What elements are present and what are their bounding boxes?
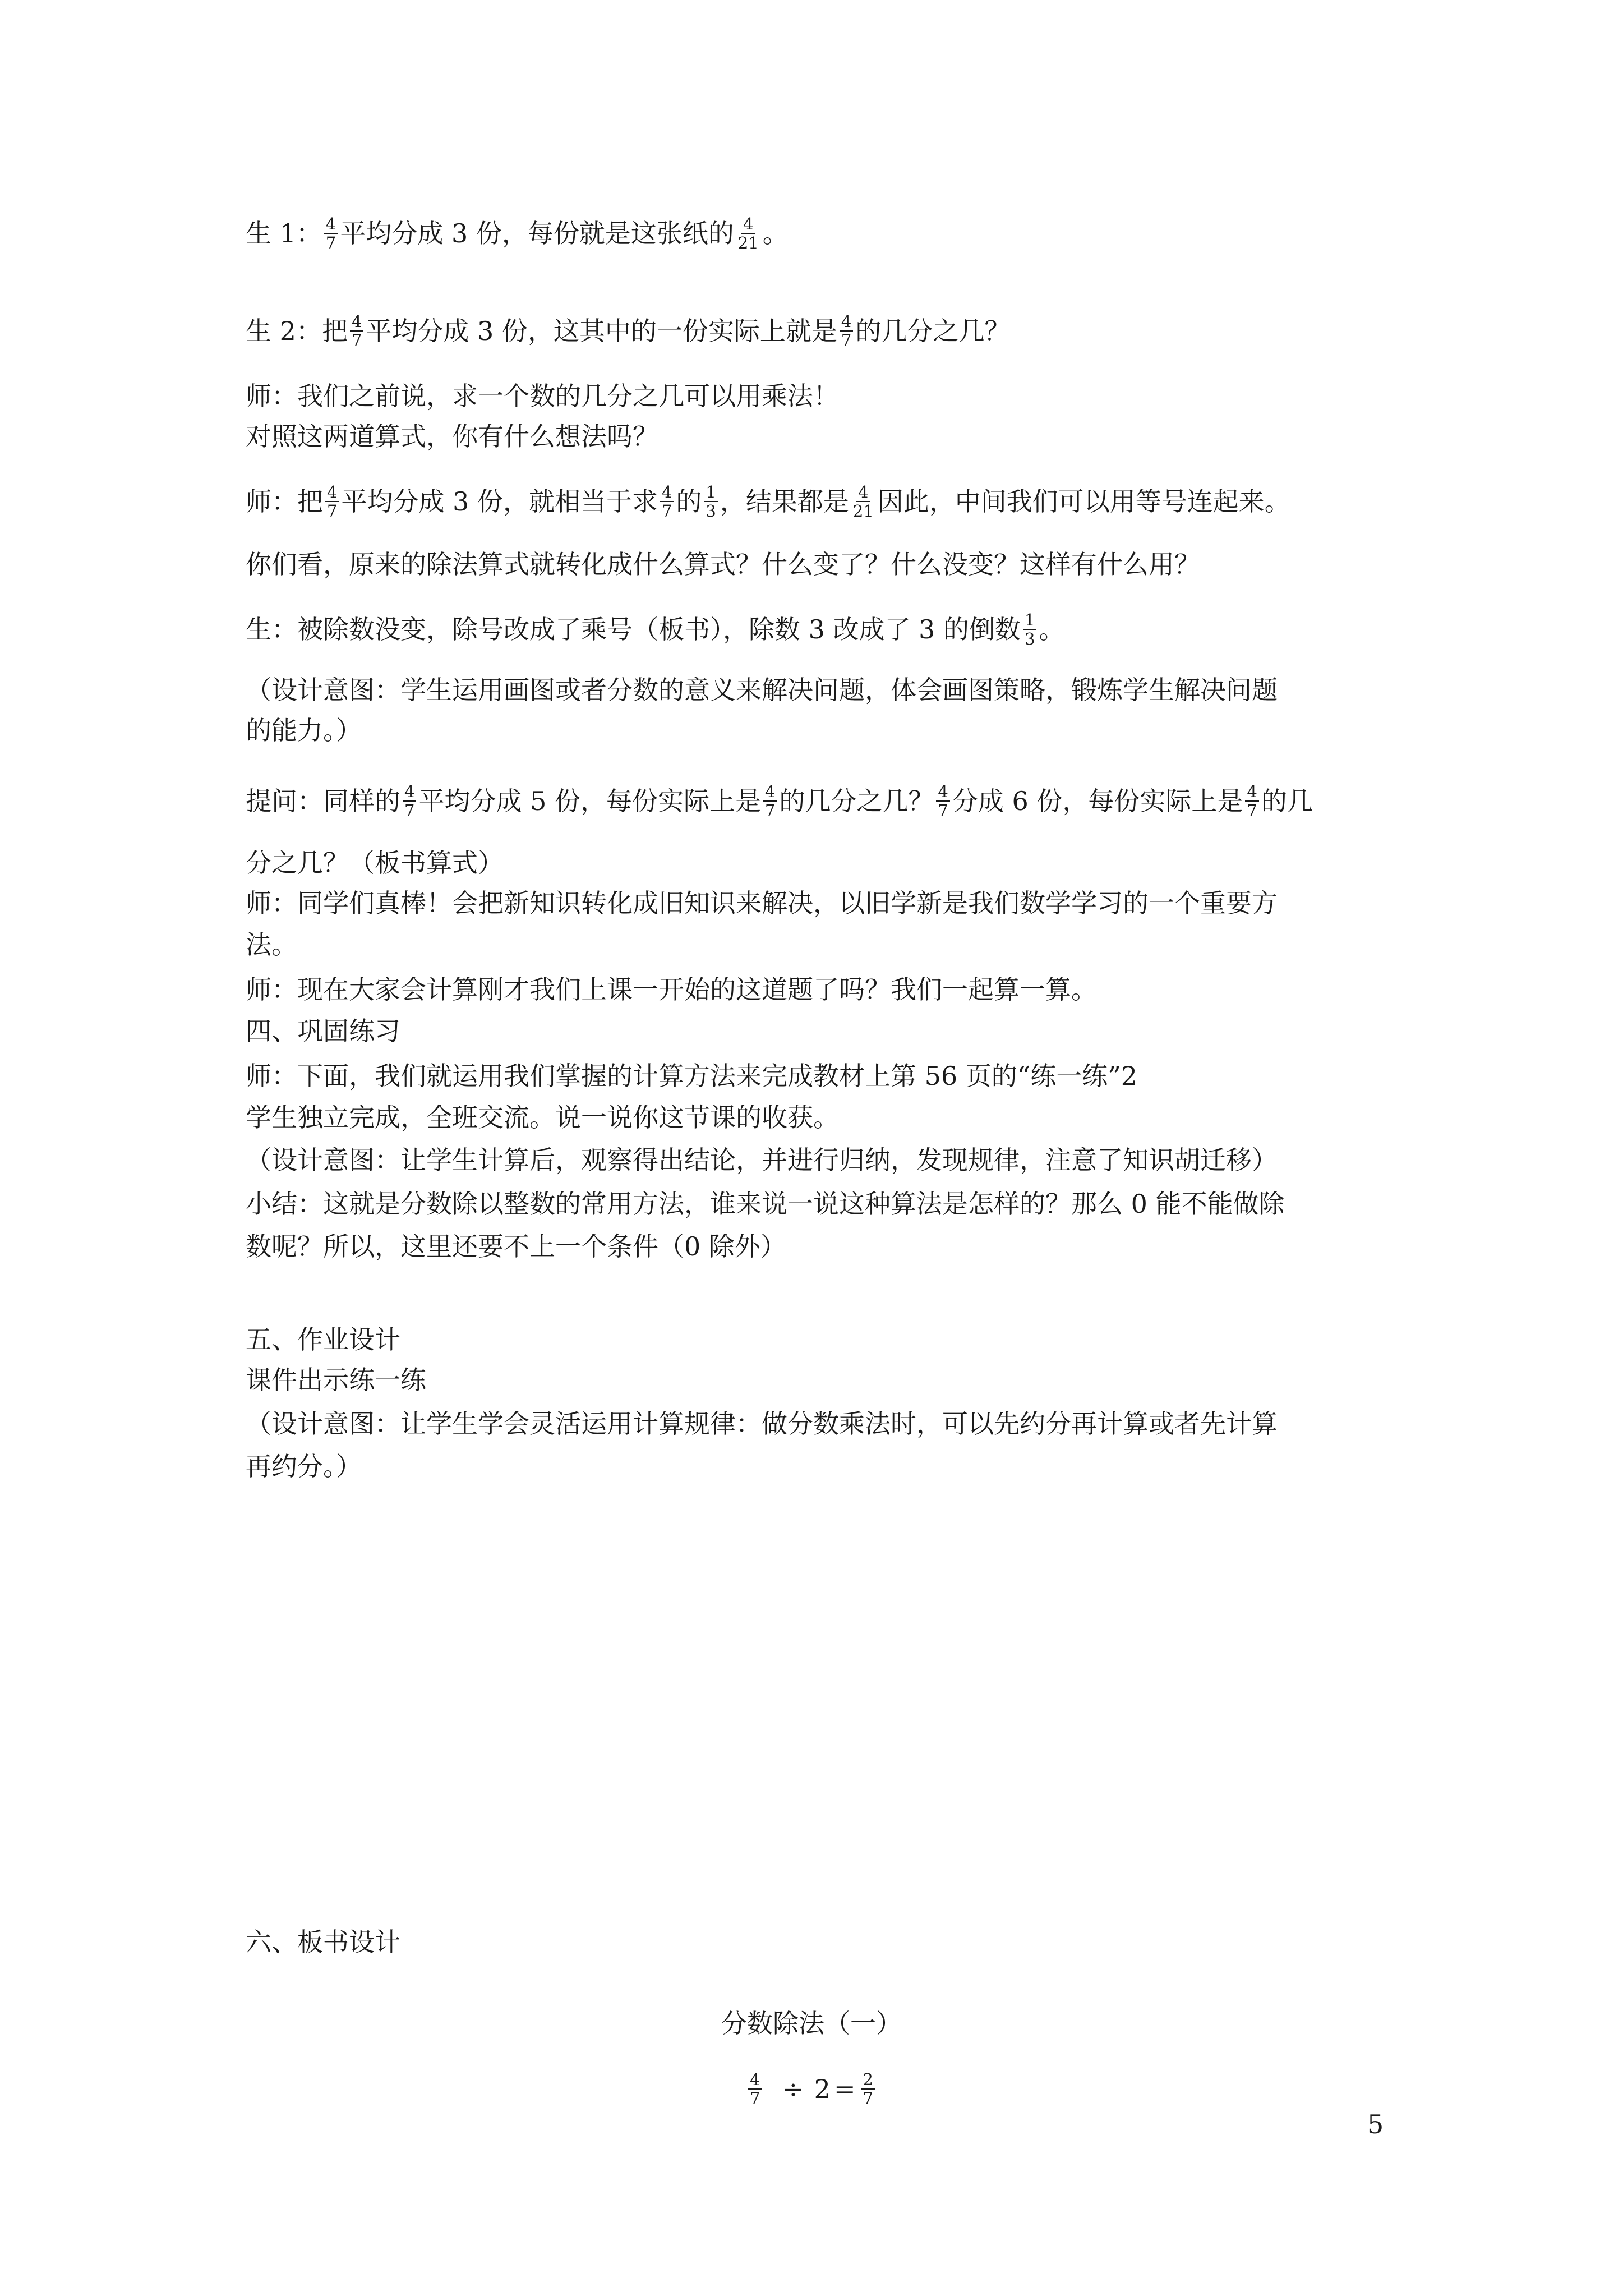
text: 的几分之几？ xyxy=(779,786,934,816)
student-2-line xyxy=(246,314,1010,352)
text: 平均分成 3 份，每份就是这张纸的 xyxy=(340,218,734,249)
design-intent-line: （设计意图：学生运用画图或者分数的意义来解决问题，体会画图策略，锻炼学生解决问题 xyxy=(246,675,1278,705)
design-intent-line: （设计意图：让学生计算后，观察得出结论，并进行归纳，发现规律，注意了知识胡迁移） xyxy=(246,1145,1278,1175)
text-line: 学生独立完成，全班交流。说一说你这节课的收获。 xyxy=(246,1102,839,1133)
fraction-4-7: $\frac{4}{7}$ xyxy=(1245,783,1258,820)
text-line: 课件出示练一练 xyxy=(246,1365,426,1395)
teacher-line: 师：同学们真棒！会把新知识转化成旧知识来解决，以旧学新是我们数学学习的一个重要方 xyxy=(246,888,1278,918)
equals-sign: = xyxy=(833,2074,856,2104)
summary-line: 小结：这就是分数除以整数的常用方法，谁来说一说这种算法是怎样的？那么 0 能不能做除 xyxy=(246,1189,1285,1219)
fraction-4-7: $\frac{4}{7}$ xyxy=(840,312,853,349)
student-1-line xyxy=(246,214,789,254)
question-line xyxy=(246,784,1313,822)
teacher-line: 师：下面，我们就运用我们掌握的计算方法来完成教材上第 56 页的“练一练”2 xyxy=(246,1061,1138,1091)
board-title: 分数除法（一） xyxy=(721,2008,902,2039)
text: 生 1： xyxy=(246,218,322,249)
text: 平均分成 5 份，每份实际上是 xyxy=(418,786,761,816)
teacher-line: 师：现在大家会计算刚才我们上课一开始的这道题了吗？我们一起算一算。 xyxy=(246,974,1097,1005)
text: 生 2：把 xyxy=(246,316,348,346)
fraction-4-21: $\frac{4}{21}$ xyxy=(852,482,874,521)
text: 。 xyxy=(762,218,789,249)
fraction-4-7: $\frac{4}{7}$ xyxy=(936,783,949,820)
fraction-4-7: $\frac{4}{7}$ xyxy=(325,483,339,520)
text: 的 xyxy=(676,486,702,517)
text: 因此，中间我们可以用等号连起来。 xyxy=(877,486,1290,517)
board-equation xyxy=(0,2072,1623,2110)
text-line: 你们看，原来的除法算式就转化成什么算式？什么变了？什么没变？这样有什么用？ xyxy=(246,549,1200,579)
fraction-4-7: $\frac{4}{7}$ xyxy=(748,2070,762,2108)
fraction-4-7: $\frac{4}{7}$ xyxy=(324,215,338,252)
text: 的几 xyxy=(1261,786,1313,816)
text: 平均分成 3 份，就相当于求 xyxy=(341,486,658,517)
section-heading: 四、巩固练习 xyxy=(246,1016,400,1046)
text: 提问：同样的 xyxy=(246,786,400,816)
section-heading: 六、板书设计 xyxy=(246,1927,400,1957)
fraction-4-7: $\frac{4}{7}$ xyxy=(763,783,777,820)
text-line: 对照这两道算式，你有什么想法吗？ xyxy=(246,421,658,452)
divisor: 2 xyxy=(814,2074,831,2104)
fraction-4-7: $\frac{4}{7}$ xyxy=(350,312,363,349)
text: 分成 6 份，每份实际上是 xyxy=(952,786,1243,816)
text: ，结果都是 xyxy=(720,486,849,517)
text-line: 法。 xyxy=(246,930,297,960)
section-heading: 五、作业设计 xyxy=(246,1324,400,1355)
text: 生：被除数没变，除号改成了乘号（板书），除数 3 改成了 3 的倒数 xyxy=(246,614,1021,645)
fraction-4-7: $\frac{4}{7}$ xyxy=(660,483,674,520)
design-intent-line: （设计意图：让学生学会灵活运用计算规律：做分数乘法时，可以先约分再计算或者先计算 xyxy=(246,1409,1278,1439)
teacher-line: 师：我们之前说，求一个数的几分之几可以用乘法！ xyxy=(246,381,839,411)
fraction-4-21: $\frac{4}{21}$ xyxy=(737,214,759,252)
text: 师：把 xyxy=(246,486,323,517)
text: 。 xyxy=(1039,614,1065,645)
fraction-1-3: $\frac{1}{3}$ xyxy=(704,483,717,520)
fraction-1-3: $\frac{1}{3}$ xyxy=(1023,611,1036,648)
student-line xyxy=(246,610,1065,650)
text: 的几分之几？ xyxy=(855,316,1011,346)
teacher-line xyxy=(246,482,1290,522)
text: 平均分成 3 份，这其中的一份实际上就是 xyxy=(366,316,837,346)
division-sign: ÷ xyxy=(782,2074,804,2104)
fraction-2-7: $\frac{2}{7}$ xyxy=(861,2070,875,2108)
text-line: 分之几？（板书算式） xyxy=(246,848,504,878)
text-line: 再约分。） xyxy=(246,1451,362,1481)
text-line: 的能力。） xyxy=(246,715,362,746)
fraction-4-7: $\frac{4}{7}$ xyxy=(403,783,416,820)
page-number: 5 xyxy=(1367,2109,1384,2139)
text-line: 数呢？所以，这里还要不上一个条件（0 除外） xyxy=(246,1231,786,1262)
